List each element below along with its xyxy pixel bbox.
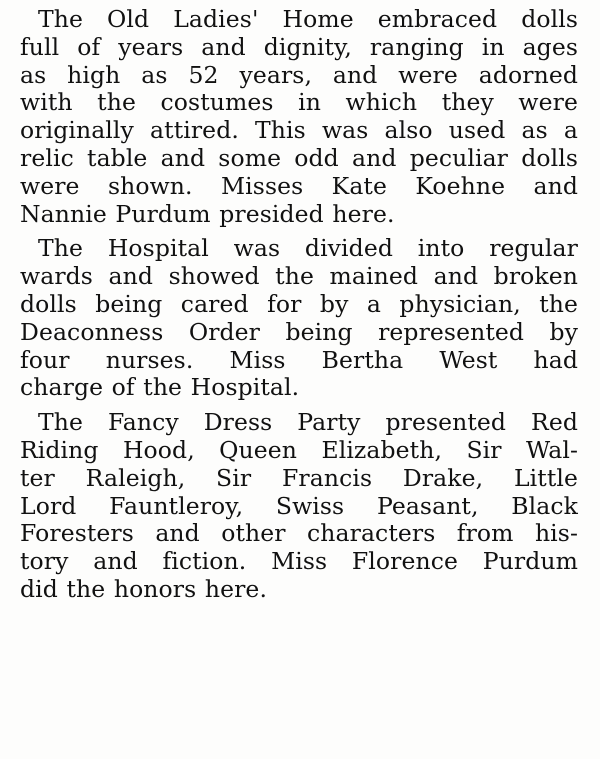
text-line: did the honors here. <box>20 574 268 603</box>
text-line: Nannie Purdum presided here. <box>20 199 395 228</box>
paragraph-old-ladies-home <box>20 6 578 228</box>
text-line: Foresters and other characters from his- <box>20 519 578 548</box>
text-line: were shown. Misses Kate Koehne and <box>20 171 578 200</box>
text-line: charge of the Hospital. <box>20 373 300 402</box>
text-line: as high as 52 years, and were adorned <box>20 60 578 89</box>
paragraph-hospital <box>20 235 578 402</box>
text-line: The Hospital was divided into regular <box>38 234 578 263</box>
text-line: full of years and dignity, ranging in ages <box>20 32 578 61</box>
text-line: ter Raleigh, Sir Francis Drake, Little <box>20 463 578 492</box>
text-line: The Fancy Dress Party presented Red <box>38 408 578 437</box>
text-line: wards and showed the mained and broken <box>20 262 578 291</box>
text-line: Deaconness Order being represented by <box>20 317 578 346</box>
paragraph-fancy-dress-party <box>20 409 578 604</box>
text-line: The Old Ladies' Home embraced dolls <box>38 5 578 33</box>
text-line: Riding Hood, Queen Elizabeth, Sir Wal- <box>20 435 578 464</box>
text-line: originally attired. This was also used as a <box>20 116 578 145</box>
text-line: Lord Fauntleroy, Swiss Peasant, Black <box>20 491 578 520</box>
text-line: four nurses. Miss Bertha West had <box>20 345 578 374</box>
text-line: with the costumes in which they were <box>20 88 578 117</box>
text-line: dolls being cared for by a physician, the <box>20 289 578 318</box>
text-line: relic table and some odd and peculiar dolls <box>20 143 578 172</box>
text-line: tory and fiction. Miss Florence Purdum <box>20 547 578 576</box>
